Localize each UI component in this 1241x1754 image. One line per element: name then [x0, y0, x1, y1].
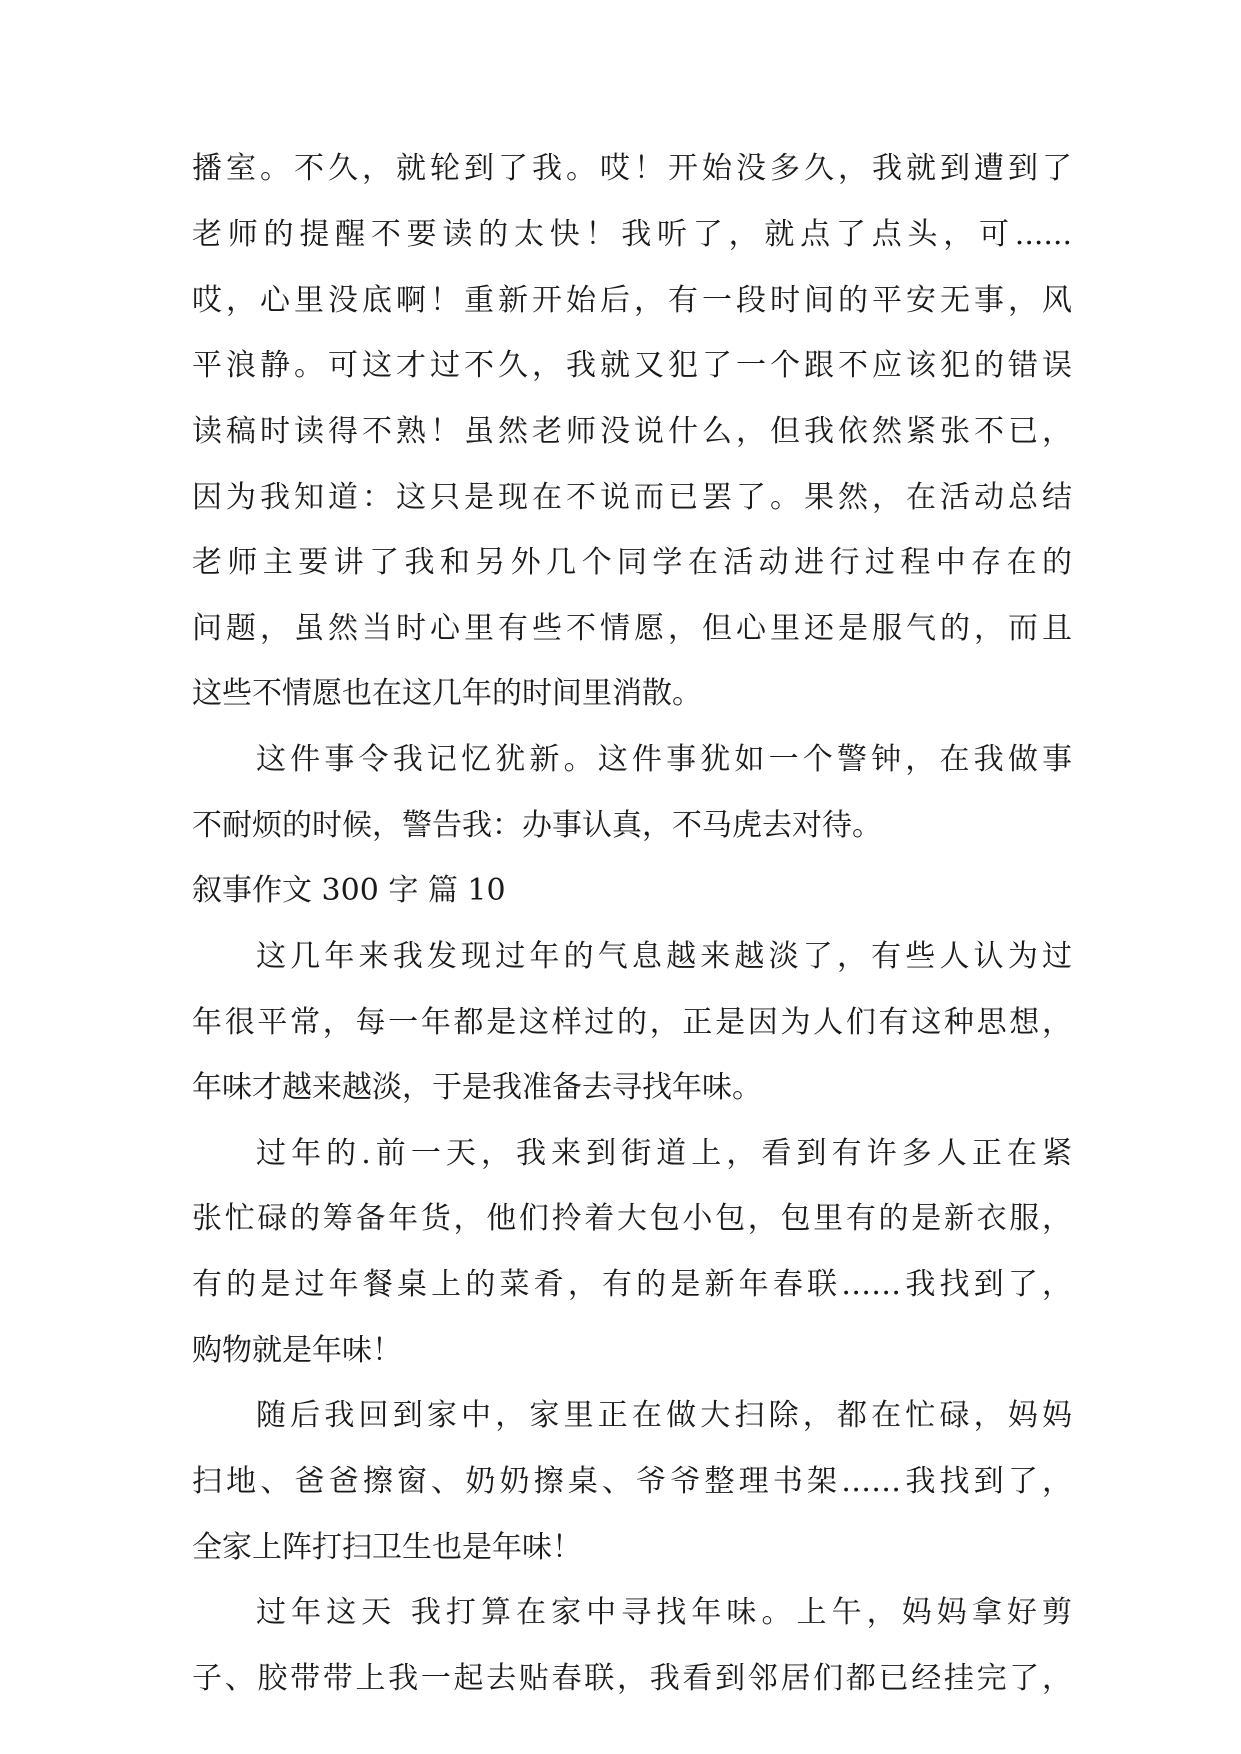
text-line: 年很平常，每一年都是这样过的，正是因为人们有这种思想，: [192, 1005, 1072, 1040]
text-line: 这些不情愿也在这几年的时间里消散。: [192, 676, 702, 711]
text-line: 哎，心里没底啊！重新开始后，有一段时间的平安无事，风: [192, 283, 1072, 318]
section-heading: 叙事作文 300 字 篇 10: [192, 873, 506, 908]
text-line: 问题，虽然当时心里有些不情愿，但心里还是服气的，而且: [192, 611, 1072, 646]
paragraph-start-line: 这几年来我发现过年的气息越来越淡了，有些人认为过: [256, 939, 1072, 974]
text-line: 因为我知道：这只是现在不说而已罢了。果然，在活动总结: [192, 480, 1072, 515]
text-line: 全家上阵打扫卫生也是年味！: [192, 1530, 582, 1565]
text-line: 子、胶带带上我一起去贴春联，我看到邻居们都已经挂完了，: [192, 1661, 1072, 1696]
paragraph-start-line: 过年的.前一天，我来到街道上，看到有许多人正在紧: [256, 1136, 1072, 1171]
text-line: 老师的提醒不要读的太快！我听了，就点了点头，可......: [192, 217, 1072, 252]
text-line: 张忙碌的筹备年货，他们拎着大包小包，包里有的是新衣服，: [192, 1201, 1072, 1236]
text-line: 平浪静。可这才过不久，我就又犯了一个跟不应该犯的错误: [192, 348, 1072, 383]
text-line: 读稿时读得不熟！虽然老师没说什么，但我依然紧张不已，: [192, 414, 1072, 449]
text-line: 扫地、爸爸擦窗、奶奶擦桌、爷爷整理书架……我找到了，: [192, 1464, 1072, 1499]
paragraph-start-line: 过年这天 我打算在家中寻找年味。上午，妈妈拿好剪: [256, 1595, 1072, 1630]
text-line: 不耐烦的时候，警告我：办事认真，不马虎去对待。: [192, 808, 882, 843]
text-line: 播室。不久，就轮到了我。哎！开始没多久，我就到遭到了: [192, 151, 1072, 186]
paragraph-start-line: 这件事令我记忆犹新。这件事犹如一个警钟，在我做事: [256, 742, 1072, 777]
text-line: 有的是过年餐桌上的菜肴，有的是新年春联……我找到了，: [192, 1267, 1072, 1302]
paragraph-start-line: 随后我回到家中，家里正在做大扫除，都在忙碌，妈妈: [256, 1398, 1072, 1433]
text-line: 购物就是年味！: [192, 1333, 402, 1368]
text-line: 年味才越来越淡，于是我准备去寻找年味。: [192, 1070, 762, 1105]
text-line: 老师主要讲了我和另外几个同学在活动进行过程中存在的: [192, 545, 1072, 580]
